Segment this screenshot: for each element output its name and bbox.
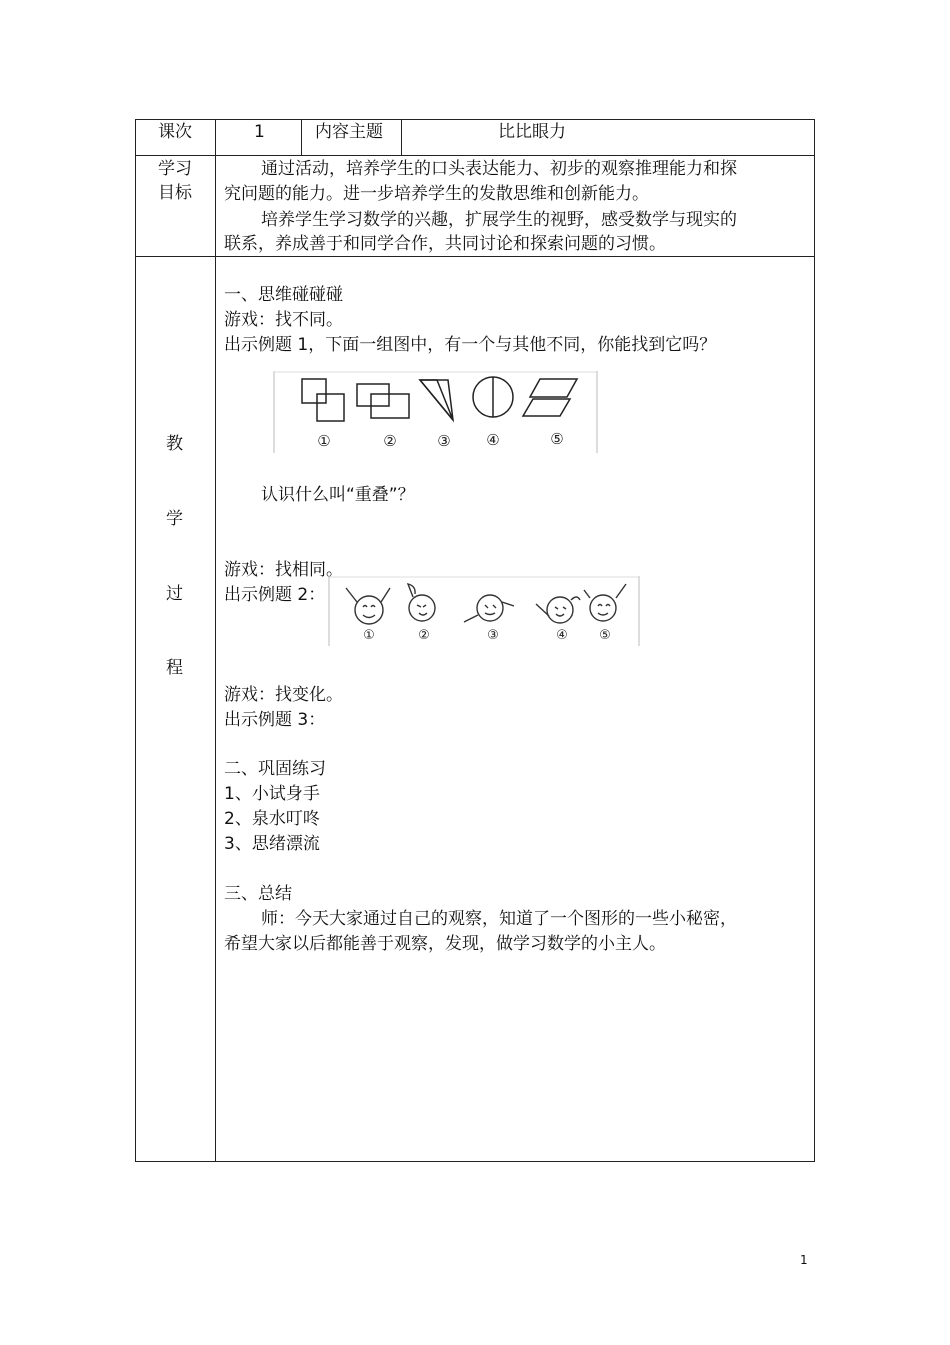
figure2-label-5: ⑤ [599,628,611,643]
game2-text: 游戏：找相同。 [224,560,343,580]
summary-line1: 师：今天大家通过自己的观察，知道了一个图形的一些小秘密， [261,909,737,929]
table-top-border [135,119,815,120]
section1-title: 一、思维碰碰碰 [224,285,343,305]
objectives-label-line1: 学习 [158,159,192,179]
practice-item-1: 1、小试身手 [224,784,320,804]
process-label-char-3: 过 [166,584,183,604]
header-divider-1 [301,119,302,156]
figure2-label-1: ① [363,628,375,643]
example2-text: 出示例题 2： [224,585,326,605]
row-divider-1 [135,155,815,156]
figure2-label-3: ③ [487,628,499,643]
process-label-char-2: 学 [166,509,183,529]
lesson-number: 1 [254,122,265,142]
column-divider [215,119,216,1162]
overlap-question: 认识什么叫“重叠”？ [261,485,415,505]
figure2-label-4: ④ [556,628,568,643]
header-divider-2 [401,119,402,156]
objectives-p2-line1: 培养学生学习数学的兴趣，扩展学生的视野，感受数学与现实的 [261,210,737,230]
game1-text: 游戏：找不同。 [224,310,343,330]
figure1-label-3: ③ [437,432,451,450]
example1-shapes-figure [273,371,598,453]
table-left-border [135,119,136,1162]
example1-text: 出示例题 1，下面一组图中，有一个与其他不同，你能找到它吗？ [224,335,717,355]
lesson-label: 课次 [158,122,192,142]
topic-value: 比比眼力 [498,122,566,142]
row-divider-2 [135,256,815,257]
practice-item-3: 3、思绪漂流 [224,834,320,854]
practice-item-2: 2、泉水叮咚 [224,809,320,829]
page-number: 1 [800,1253,808,1267]
example2-faces-figure [328,576,640,646]
section3-title: 三、总结 [224,884,292,904]
figure1-label-5: ⑤ [550,430,564,448]
game3-text: 游戏：找变化。 [224,685,343,705]
example3-text: 出示例题 3： [224,710,326,730]
table-bottom-border [135,1161,815,1162]
figure2-label-2: ② [418,628,430,643]
figure1-label-2: ② [383,432,397,450]
figure1-label-4: ④ [486,431,500,449]
table-right-border [814,119,815,1162]
topic-label: 内容主题 [315,122,383,142]
summary-line2: 希望大家以后都能善于观察，发现，做学习数学的小主人。 [224,934,666,954]
objectives-label-line2: 目标 [158,183,192,203]
figure1-label-1: ① [317,432,331,450]
objectives-p2-line2: 联系，养成善于和同学合作，共同讨论和探索问题的习惯。 [224,234,666,254]
objectives-p1-line1: 通过活动，培养学生的口头表达能力、初步的观察推理能力和探 [261,159,737,179]
objectives-p1-line2: 究问题的能力。进一步培养学生的发散思维和创新能力。 [224,184,649,204]
section2-title: 二、巩固练习 [224,759,326,779]
process-label-char-1: 教 [166,434,183,454]
process-label-char-4: 程 [166,658,183,678]
